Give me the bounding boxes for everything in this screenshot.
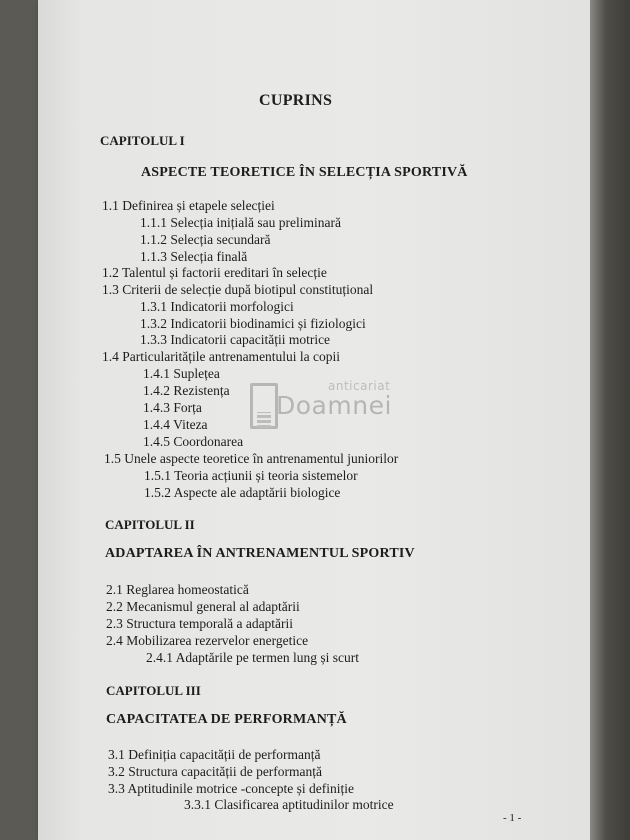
toc-entry: 1.2 Talentul și factorii ereditari în selecție bbox=[102, 265, 327, 280]
toc-entry: 1.3.1 Indicatorii morfologici bbox=[140, 299, 294, 314]
toc-entry: 1.5 Unele aspecte teoretice în antrenamentul juniorilor bbox=[104, 451, 399, 466]
chapter-3-heading: CAPACITATEA DE PERFORMANȚĂ bbox=[106, 712, 347, 727]
toc-entry: 1.1.3 Selecția finală bbox=[140, 249, 248, 264]
chapter-3-label: CAPITOLUL III bbox=[106, 683, 201, 698]
toc-entry: 1.3.3 Indicatorii capacității motrice bbox=[140, 332, 331, 347]
chapter-2-label: CAPITOLUL II bbox=[105, 517, 195, 532]
toc-entry: 3.1 Definiția capacității de performanță bbox=[108, 747, 321, 762]
toc-entry: 2.2 Mecanismul general al adaptării bbox=[106, 599, 300, 614]
toc-entry: 2.4.1 Adaptările pe termen lung și scurt bbox=[146, 650, 359, 665]
toc-entry: 1.4.4 Viteza bbox=[143, 417, 208, 432]
watermark-name: Doamnei bbox=[276, 391, 392, 420]
toc-entry: 3.3 Aptitudinile motrice -concepte și definiție bbox=[108, 781, 354, 796]
toc-entry: 1.1 Definirea și etapele selecției bbox=[102, 198, 275, 213]
toc-entry: 1.4.3 Forța bbox=[143, 400, 202, 415]
toc-entry: 1.4.2 Rezistența bbox=[143, 383, 230, 398]
page-title: CUPRINS bbox=[259, 92, 333, 109]
chapter-1-label: CAPITOLUL I bbox=[100, 133, 185, 148]
chapter-2-heading: ADAPTAREA ÎN ANTRENAMENTUL SPORTIV bbox=[105, 546, 415, 561]
book-icon bbox=[250, 383, 278, 429]
toc-entry: 2.1 Reglarea homeostatică bbox=[106, 582, 249, 597]
toc-entry: 1.4.1 Suplețea bbox=[143, 366, 220, 381]
toc-entry: 3.2 Structura capacității de performanță bbox=[108, 764, 323, 779]
toc-entry: 1.4.5 Coordonarea bbox=[143, 434, 244, 449]
toc-entry: 3.3.1 Clasificarea aptitudinilor motrice bbox=[184, 797, 394, 812]
toc-entry: 1.5.2 Aspecte ale adaptării biologice bbox=[144, 485, 341, 500]
watermark-small-text: anticariat bbox=[328, 379, 391, 393]
book-edge bbox=[590, 0, 630, 840]
toc-entry: 1.4 Particularitățile antrenamentului la copii bbox=[102, 349, 341, 364]
toc-entry: 1.1.2 Selecția secundară bbox=[140, 232, 271, 247]
toc-entry: 1.1.1 Selecția inițială sau preliminară bbox=[140, 215, 341, 230]
toc-entry: 1.3.2 Indicatorii biodinamici și fiziologici bbox=[140, 316, 366, 331]
watermark-logo bbox=[250, 377, 410, 437]
page-number: - 1 - bbox=[503, 812, 522, 824]
toc-entry: 1.5.1 Teoria acțiunii și teoria sistemelor bbox=[144, 468, 358, 483]
chapter-1-heading: ASPECTE TEORETICE ÎN SELECȚIA SPORTIVĂ bbox=[141, 165, 468, 180]
toc-entry: 2.3 Structura temporală a adaptării bbox=[106, 616, 294, 631]
toc-entry: 1.3 Criterii de selecție după biotipul constituțional bbox=[102, 282, 374, 297]
toc-entry: 2.4 Mobilizarea rezervelor energetice bbox=[106, 633, 309, 648]
